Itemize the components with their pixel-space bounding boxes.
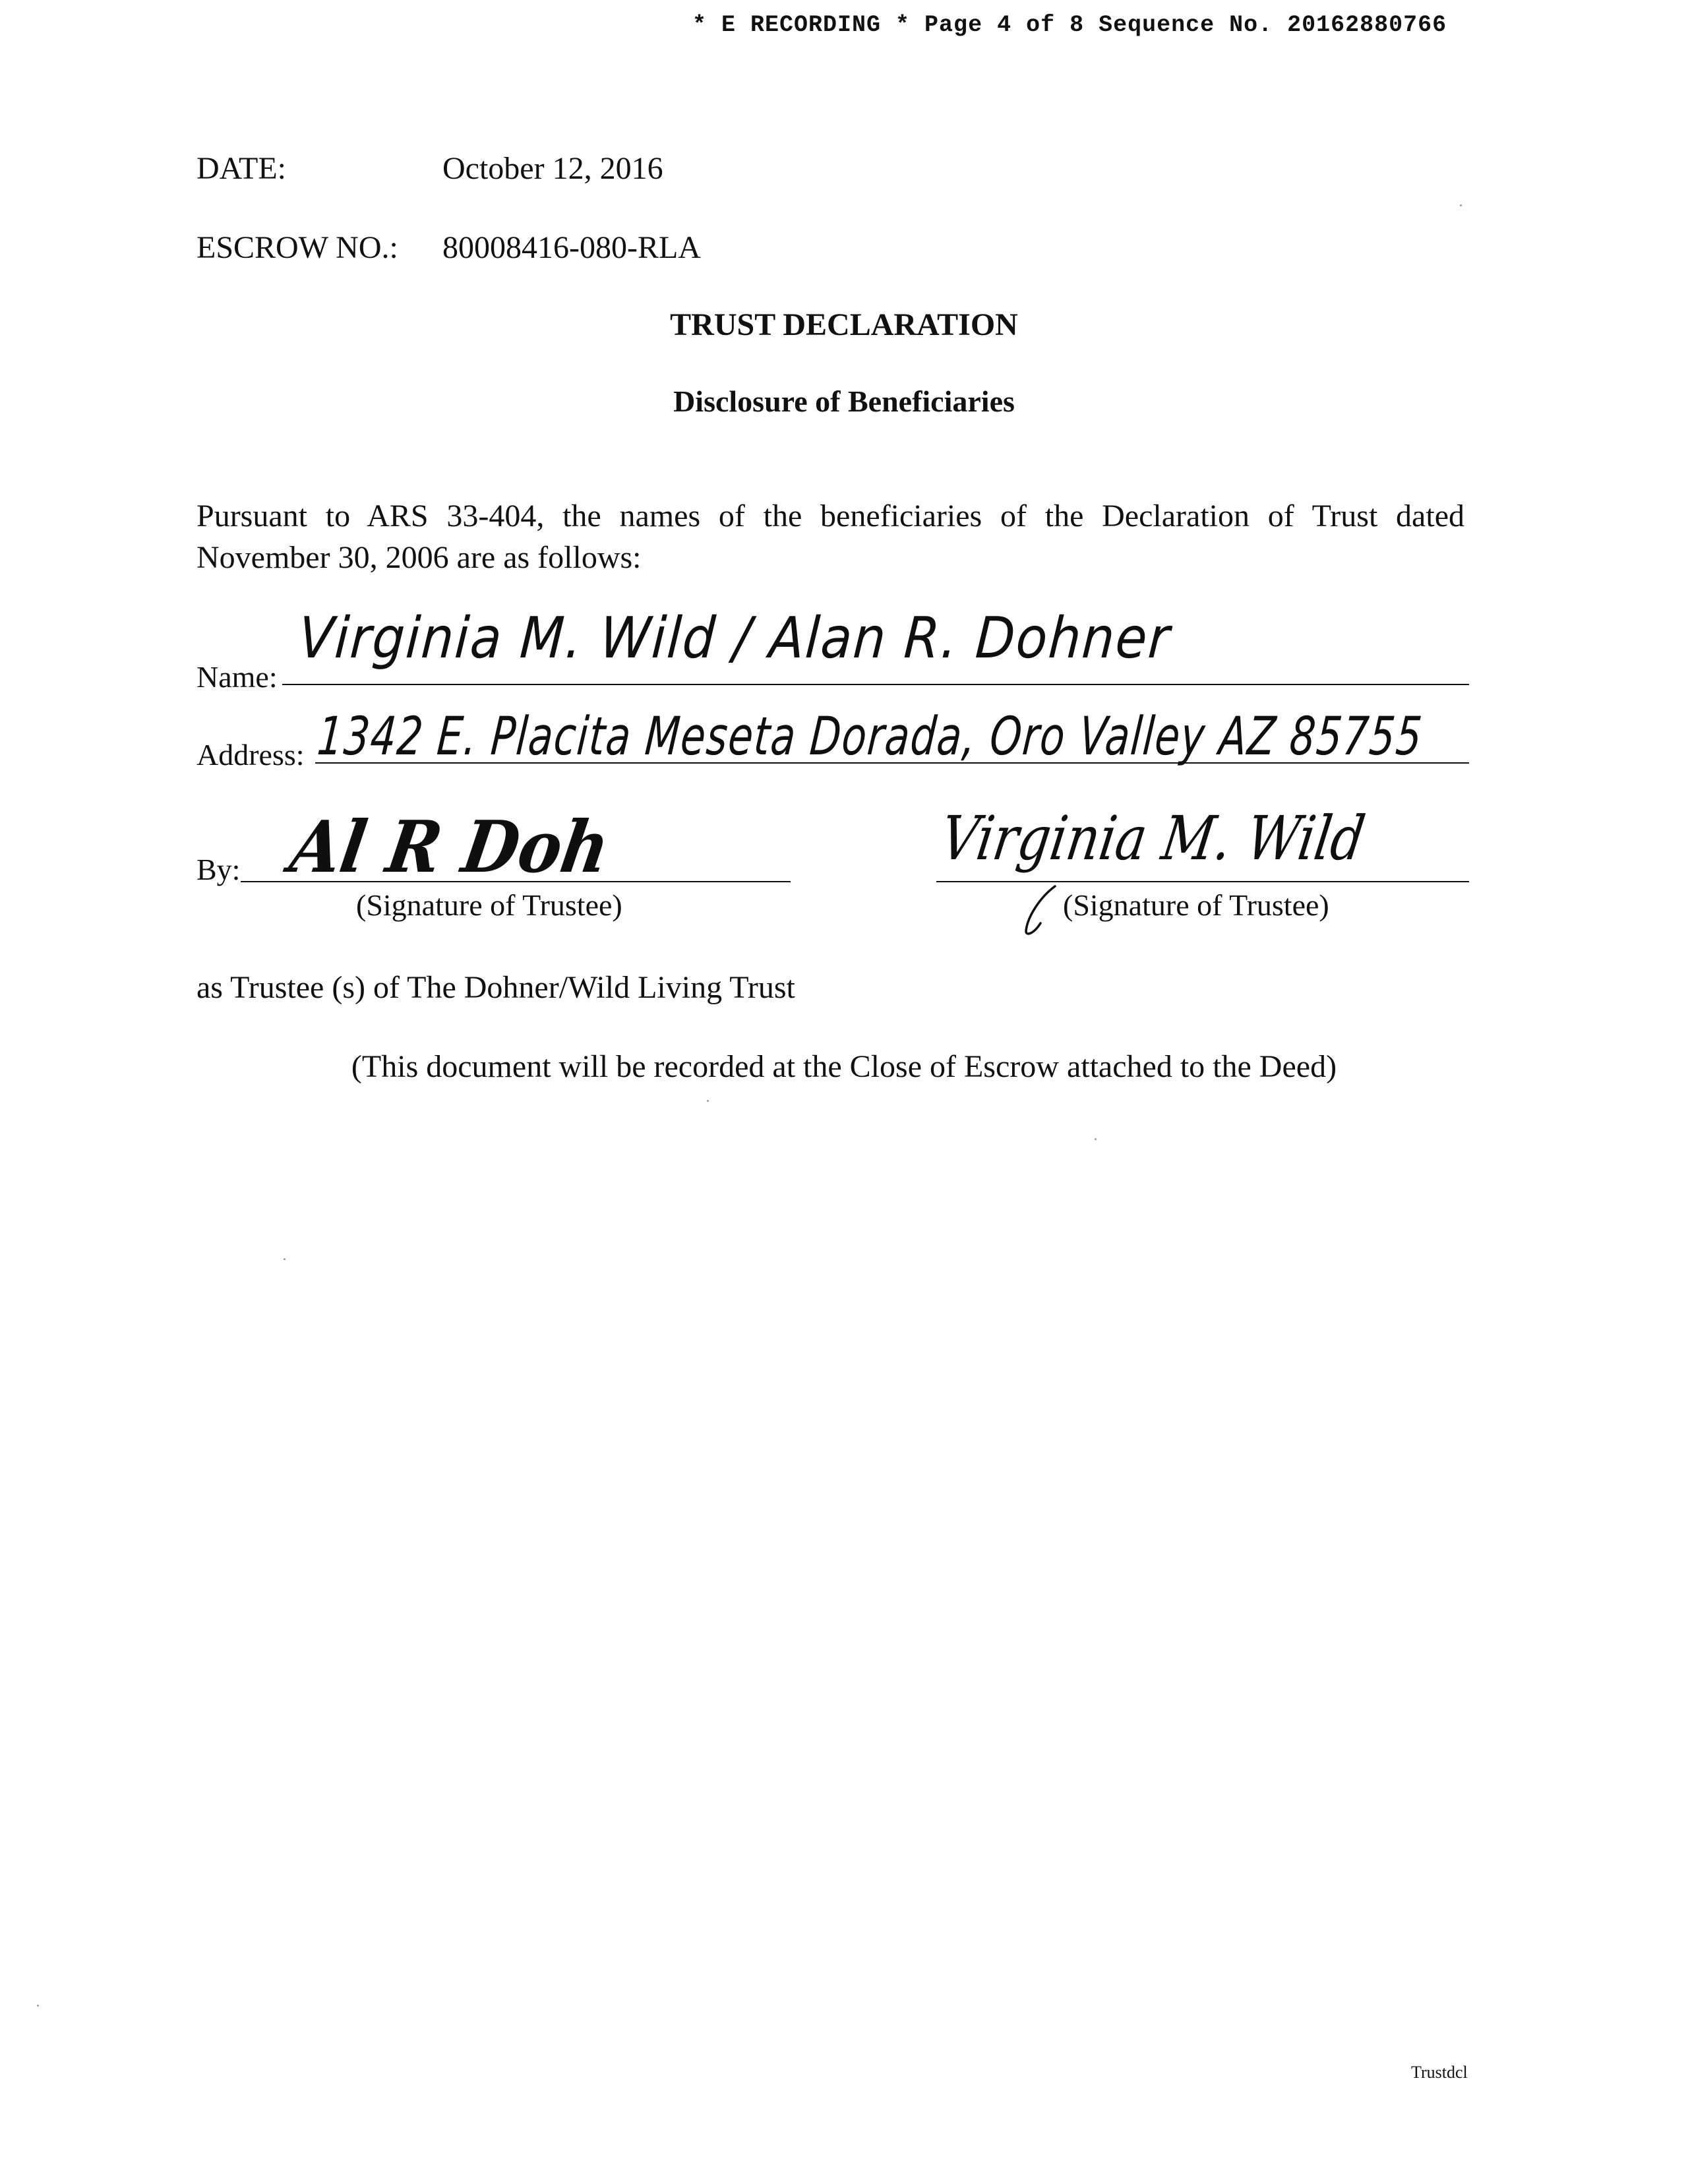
right-signature-line: [936, 881, 1469, 882]
handwritten-address: 1342 E. Placita Meseta Dorada, Oro Valley AZ 85755: [315, 706, 1426, 767]
scan-speck: [284, 1258, 286, 1260]
scan-speck: [707, 1100, 709, 1102]
by-label: By:: [196, 853, 241, 886]
date-value: October 12, 2016: [442, 151, 663, 186]
date-label: DATE:: [196, 151, 286, 186]
address-label: Address:: [196, 738, 305, 772]
scan-speck: [37, 2005, 39, 2007]
document-title: TRUST DECLARATION: [670, 307, 1018, 342]
intro-text-line-2: November 30, 2006 are as follows:: [196, 540, 642, 575]
escrow-number: 80008416-080-RLA: [442, 230, 701, 265]
trustee-statement: as Trustee (s) of The Dohner/Wild Living Trust: [196, 970, 795, 1005]
document-subtitle: Disclosure of Beneficiaries: [673, 384, 1015, 418]
scan-speck: [1460, 204, 1462, 206]
footer-code: Trustdcl: [1411, 2063, 1468, 2082]
intro-text-line-1: Pursuant to ARS 33-404, the names of the beneficiaries of the Declaration of Trust dated: [196, 499, 1464, 533]
trustee-signature-right: Virginia M. Wild: [936, 803, 1370, 874]
trustee-signature-left: Al R Doh: [285, 806, 615, 889]
handwritten-beneficiary-names: Virginia M. Wild / Alan R. Dohner: [297, 605, 1173, 671]
signature-flourish: [1021, 884, 1060, 936]
name-underline: [282, 684, 1469, 685]
scan-speck: [1095, 1138, 1097, 1140]
right-signature-caption: (Signature of Trustee): [1063, 888, 1329, 922]
recording-header: * E RECORDING * Page 4 of 8 Sequence No. 20162880766: [692, 12, 1447, 38]
recording-note: (This document will be recorded at the Close of Escrow attached to the Deed): [351, 1049, 1337, 1084]
name-label: Name:: [196, 660, 278, 694]
left-signature-caption: (Signature of Trustee): [356, 888, 622, 922]
escrow-label: ESCROW NO.:: [196, 230, 398, 265]
